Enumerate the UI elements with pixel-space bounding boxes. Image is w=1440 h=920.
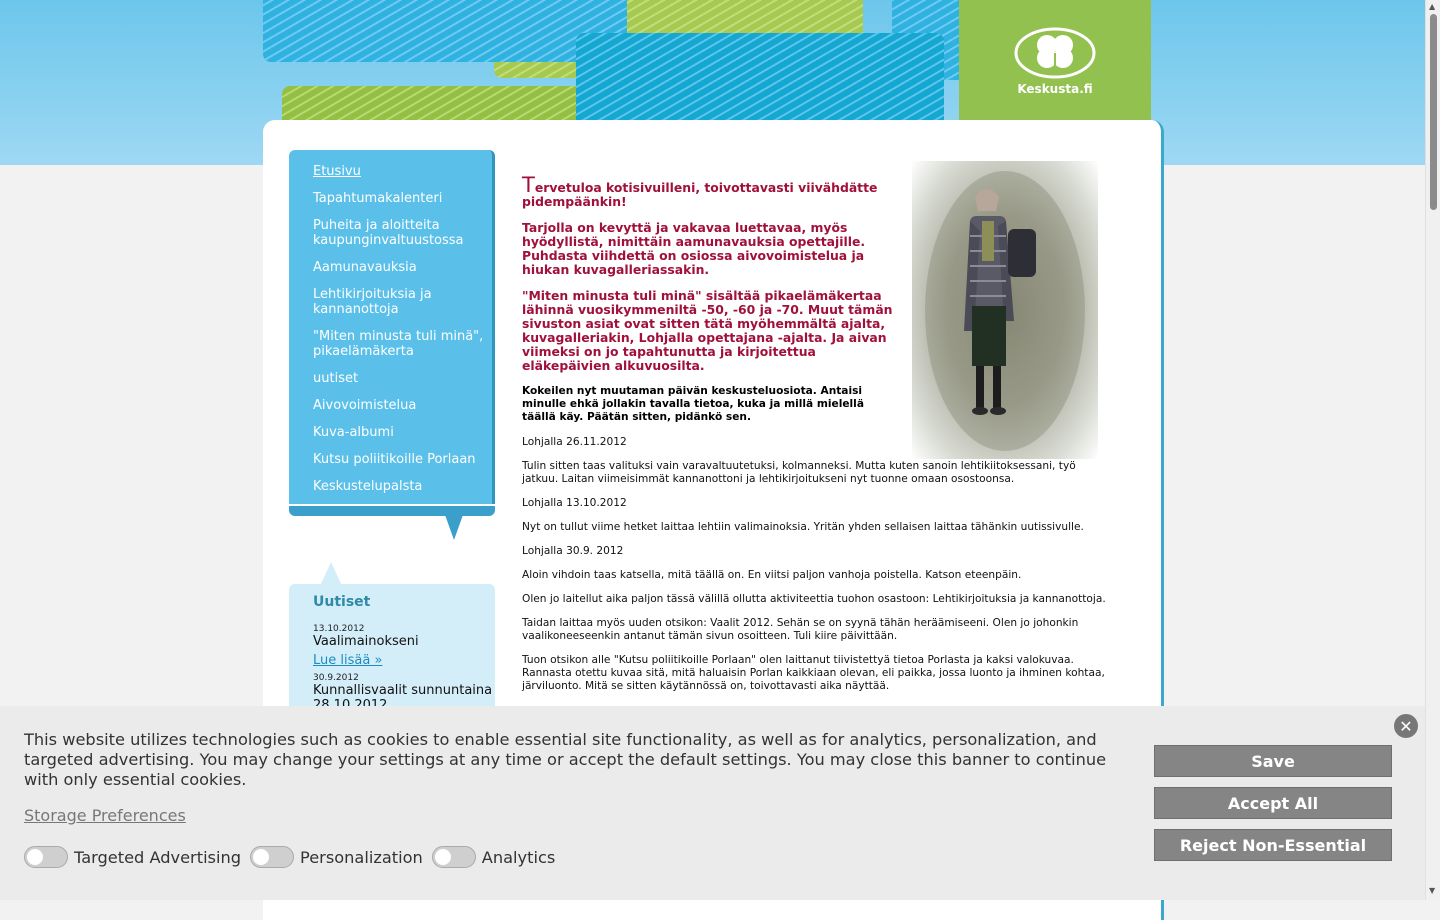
clover-logo-icon [1014,26,1096,80]
toggle-analytics[interactable] [432,846,556,868]
nav-item-tapahtumakalenteri[interactable]: Tapahtumakalenteri [313,191,443,206]
header-decoration [263,0,627,62]
drop-cap: T [522,173,535,197]
storage-preferences-link[interactable]: Storage Preferences [24,806,186,825]
news-item [313,624,495,668]
read-more-link[interactable]: Lue lisää » [313,653,383,668]
toggle-personalization[interactable] [250,846,423,868]
accept-all-button[interactable]: Accept All [1154,787,1392,819]
news-box [289,584,495,724]
keskusta-logo[interactable] [959,0,1151,120]
save-button[interactable]: Save [1154,745,1392,777]
toggle-switch[interactable] [24,846,68,868]
news-title: Kunnallisvaalit sunnuntaina [313,683,493,698]
intro-paragraph: Tarjolla on kevyttä ja vakavaa luettavaa, myös hyödyllistä, nimittäin aamunavauksia opettajille. Puhdasta viihdettä on osiossa aivovoimistelua ja hiukan kuvagalleriassakin. [522,220,866,277]
nav-item-kutsu[interactable]: Kutsu poliitikoille Porlaan [313,452,476,467]
scrollbar-thumb[interactable] [1430,14,1437,210]
news-date: 30.9.2012 [313,673,359,683]
intro-paragraph: "Miten minusta tuli minä" sisältää pikaelämäkertaa lähinnä vuosikymmeniltä -50, -60 ja -70. Muut tämän sivuston asiat ovat sitten tätä myöhemmältä ajalta, kuvagalleriakin, Lohjalla opettajana -ajalta. Ja aivan viimeksi on jo tapahtunutta ja kirjoitettua eläkepäivien alkuvuosilta. [522,288,893,373]
entry-date: Lohjalla 26.11.2012 [522,436,627,448]
nav-speech-tail [444,512,464,540]
nav-footer [289,504,495,516]
entry-date: Lohjalla 30.9. 2012 [522,545,624,557]
intro-text [522,173,902,373]
news-heading: Uutiset [313,594,371,610]
entry-text: Aloin vihdoin taas katsella, mitä täällä on. En viitsi paljon vanhoja poistella. Katson eteenpäin. [522,569,1022,581]
logo-text: Keskusta.fi [1017,82,1093,96]
toggle-label: Analytics [481,847,556,867]
close-banner-icon[interactable]: ✕ [1394,714,1418,738]
news-title: Vaalimainokseni [313,634,419,649]
entry-text: Taidan laittaa myös uuden otsikon: Vaalit 2012. Sehän se on syynä tähän heräämiseeni. Olen jo johonkin vaalikoneeseenkin antanut tämän sivun osoitteen. Tuli kiire päivittään. [522,617,1079,642]
cookie-toggles [24,846,564,868]
cookie-banner [0,706,1425,900]
page-scrollbar[interactable] [1425,0,1440,900]
toggle-label: Personalization [300,847,423,867]
welcome-paragraph [522,173,902,209]
main-content [522,173,1112,704]
entry-text: Tulin sitten taas valituksi vain varavaltuutetuksi, kolmanneksi. Mutta kuten sanoin lehtikiitoksessani, työ jatkuu. Laitan viimeisimmät kannanottoni ja lehtikirjoitukseni nyt tuonne omaan osostoonsa. [522,460,1076,485]
nav-item-aamunavauksia[interactable]: Aamunavauksia [313,260,417,275]
toggle-targeted-advertising[interactable] [24,846,241,868]
cookie-banner-text: This website utilizes technologies such as cookies to enable essential site functionality, as well as for analytics, personalization, and targeted advertising. You may change your settings at any time or accept the default settings. You may close this banner to continue with only essential cookies. [24,730,1107,789]
entry-text: Olen jo laitellut aika paljon tässä välillä ollutta aktiviteettia tuohon osastoon: Lehtikirjoituksia ja kannanottoja. [522,593,1106,605]
reject-non-essential-button[interactable]: Reject Non-Essential [1154,829,1392,861]
entry-text: Tuon otsikon alle "Kutsu poliitikoille Porlaan" olen laittanut tiivistettyä tietoa Porlasta ja kaksi valokuvaa. Rannasta otettu kuvaa sitä, mitä haluaisin Porlan kaikkiaan olevan, eli paikka, jossa luonto ja ihminen kohtaa, järviluonto. Mitä se sitten käytännössä on, toivottavasti aika näyttää. [522,654,1105,692]
main-navigation [289,150,495,508]
welcome-text: ervetuloa kotisivuilleni, toivottavasti viivähdätte pidempäänkin! [522,180,878,209]
news-date: 13.10.2012 [313,624,365,634]
nav-item-kuva-albumi[interactable]: Kuva-albumi [313,425,394,440]
entry-date: Lohjalla 13.10.2012 [522,497,627,509]
scroll-down-arrow-icon[interactable]: ▼ [1429,886,1436,895]
toggle-switch[interactable] [250,846,294,868]
nav-item-miten-minusta[interactable]: "Miten minusta tuli minä", pikaelämäkerta [313,329,484,359]
nav-item-uutiset[interactable]: uutiset [313,371,359,386]
toggle-switch[interactable] [432,846,476,868]
toggle-label: Targeted Advertising [74,847,242,867]
nav-item-aivovoimistelua[interactable]: Aivovoimistelua [313,398,417,413]
news-speech-tail [320,562,342,586]
nav-item-puheita[interactable]: Puheita ja aloitteita kaupunginvaltuustossa [313,218,464,248]
discussion-note: Kokeilen nyt muutaman päivän keskusteluosiota. Antaisi minulle ehkä jollakin tavalla tietoa, kuka ja millä mielellä täällä käy. Päätän sitten, pidänkö sen. [522,385,864,423]
entry-text: Nyt on tullut viime hetket laittaa lehtiin valimainoksia. Yritän yhden sellaisen laittaa tähänkin uutissivulle. [522,521,1084,533]
header-decoration [576,33,944,123]
nav-item-etusivu[interactable]: Etusivu [313,164,361,179]
nav-item-keskustelupalsta[interactable]: Keskustelupalsta [313,479,423,494]
nav-item-lehtikirjoituksia[interactable]: Lehtikirjoituksia ja kannanottoja [313,287,432,317]
scroll-up-arrow-icon[interactable]: ▲ [1429,2,1436,11]
